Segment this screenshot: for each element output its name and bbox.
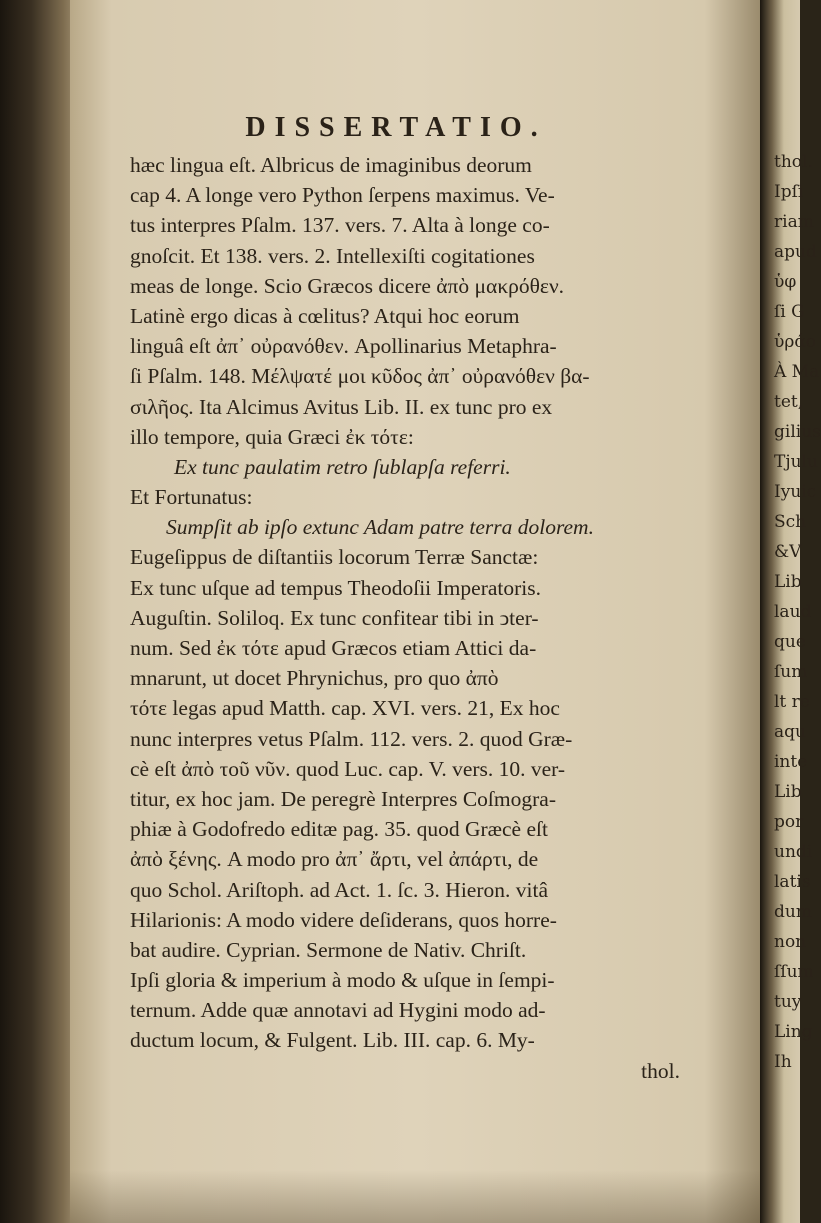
right-fragment: Lib xyxy=(774,572,802,592)
text-line: quo Schol. Ariſtoph. ad Act. 1. ſc. 3. Hieron. vitâ xyxy=(130,877,549,902)
text-line: ſi Pſalm. 148. Μέλψατέ μοι κῦδος ἀπ᾽ οὐρανόθεν βα- xyxy=(130,364,590,389)
text-line: ternum. Adde quæ annotavi ad Hygini modo ad- xyxy=(130,998,546,1023)
right-fragment: À Ma xyxy=(774,362,820,382)
adjacent-page-strip xyxy=(760,0,821,1223)
right-fragment: riam xyxy=(774,212,814,232)
text-line: Et Fortunatus: xyxy=(130,485,253,510)
text-line: titur, ex hoc jam. De peregrè Interpres Coſmogra- xyxy=(130,786,556,811)
text-line: ductum locum, & Fulgent. Lib. III. cap. 6. My- xyxy=(130,1028,535,1053)
text-line: cè eſt ἀπὸ τοῦ νῦν. quod Luc. cap. V. vers. 10. ver- xyxy=(130,756,566,781)
text-line: linguâ eſt ἀπ᾽ οὐρανόθεν. Apollinarius Metaphra- xyxy=(130,334,557,359)
right-fragment: gilius xyxy=(774,422,821,442)
text-line: τότε legas apud Matth. cap. XVI. vers. 21, Ex hoc xyxy=(130,696,560,721)
right-fragment: ſi G xyxy=(774,302,805,322)
right-fragment: ſum xyxy=(774,662,808,682)
right-fragment: ὑφ xyxy=(774,272,797,292)
right-fragment: ſſum xyxy=(774,962,814,982)
catchword: thol. xyxy=(641,1058,680,1083)
right-fragment: apud xyxy=(774,242,817,262)
page-header: DISSERTATIO. xyxy=(245,112,547,143)
text-line: num. Sed ἐκ τότε apud Græcos etiam Attici da- xyxy=(130,636,537,660)
text-line: tus interpres Pſalm. 137. vers. 7. Alta à longe co- xyxy=(130,213,550,238)
text-line: nunc interpres vetus Pſalm. 112. vers. 2. quod Græ- xyxy=(130,726,573,751)
text-line: Latinè ergo dicas à cœlitus? Atqui hoc eorum xyxy=(130,303,520,328)
right-fragment: Ih xyxy=(774,1052,792,1072)
right-fragment: tet, xyxy=(774,392,804,412)
text-line: σιλῆος. Ita Alcimus Avitus Lib. II. ex tunc pro ex xyxy=(130,394,553,419)
right-fragment: thol. xyxy=(774,152,813,172)
right-fragment: latis xyxy=(774,872,811,892)
right-fragment: inte xyxy=(774,752,808,772)
text-line: Eugeſippus de diſtantiis locorum Terræ Sanctæ: xyxy=(130,545,539,570)
right-fragment: por xyxy=(774,812,804,832)
right-fragment: Ling xyxy=(774,1022,813,1042)
text-line: illo tempore, quia Græci ἐκ τότε: xyxy=(130,424,414,449)
text-line: gnoſcit. Et 138. vers. 2. Intellexiſti cogitationes xyxy=(130,243,535,268)
text-line: Ipſi gloria & imperium à modo & uſque in ſempi- xyxy=(130,968,555,993)
text-line: hæc lingua eſt. Albricus de imaginibus deorum xyxy=(130,153,532,177)
right-fragment: tuy xyxy=(774,992,802,1012)
right-fragment: non xyxy=(774,932,807,952)
page-bottom-shadow xyxy=(70,1170,760,1223)
text-line: bat audire. Cyprian. Sermone de Nativ. Chriſt. xyxy=(130,937,527,962)
right-fragment: undi xyxy=(774,842,813,862)
body-text xyxy=(130,150,730,1086)
right-fragment: &V xyxy=(774,542,802,562)
right-fragment: Tjulu xyxy=(774,452,818,472)
right-fragment: que xyxy=(774,632,806,652)
text-line: phiæ à Godofredo editæ pag. 35. quod Græcè eſt xyxy=(130,817,548,842)
text-line: Ex tunc uſque ad tempus Theodoſii Imperatoris. xyxy=(130,575,541,600)
text-line: Auguſtin. Soliloq. Ex tunc confitear tibi in ↄter- xyxy=(130,605,539,630)
text-line: cap 4. A longe vero Python ſerpens maximus. Ve- xyxy=(130,183,555,208)
right-fragment: Sch xyxy=(774,512,807,532)
text-line: ἀπὸ ξένης. A modo pro ἀπ᾽ ἄρτι, vel ἀπάρτι, de xyxy=(130,847,539,872)
right-fragment: ὑράο xyxy=(774,332,817,352)
right-fragment: laud xyxy=(774,602,812,622)
right-fragment: dum xyxy=(774,902,812,922)
text-line: Hilarionis: A modo videre deſiderans, quos horre- xyxy=(130,907,557,932)
text-line: mnarunt, ut docet Phrynichus, pro quo ἀπὸ xyxy=(130,666,499,691)
right-fragment: Ipſi xyxy=(774,182,804,202)
right-fragment: aqu xyxy=(774,722,806,742)
text-line: meas de longe. Scio Græcos dicere ἀπὸ μακρόθεν. xyxy=(130,273,565,298)
right-fragment: Lib xyxy=(774,782,802,802)
quote-line: Sumpſit ab ipſo extunc Adam patre terra dolorem. xyxy=(166,515,594,540)
right-fragment: Iyuic xyxy=(774,482,817,502)
right-fragment: lt re xyxy=(774,692,810,712)
quote-line: Ex tunc paulatim retro ſublapſa referri. xyxy=(174,454,511,479)
